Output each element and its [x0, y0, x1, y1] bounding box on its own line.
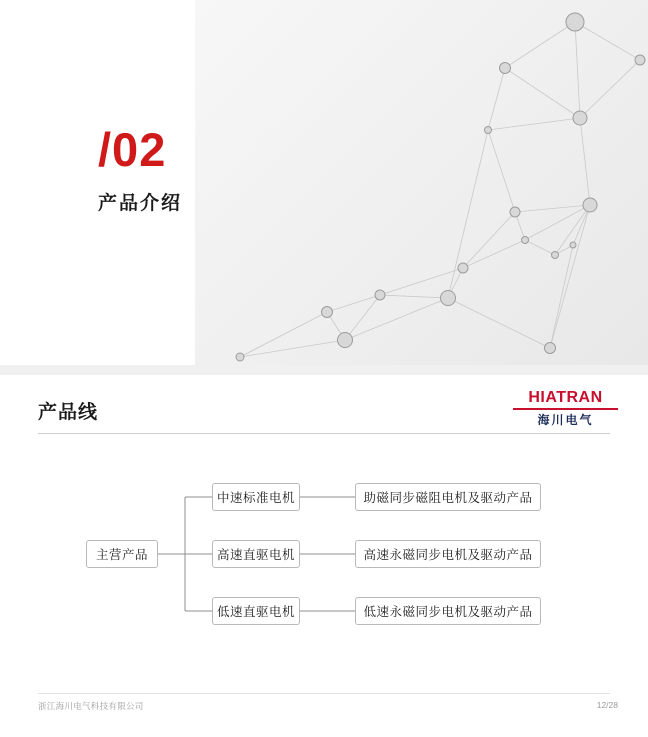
footer-page-number: 12/28: [596, 700, 618, 710]
logo-english-text: HIATRAN: [528, 389, 603, 406]
company-logo: [513, 390, 618, 428]
section-number: /02: [98, 123, 167, 176]
section-title: 产品介绍: [98, 193, 183, 214]
diagram-node-leaf-0: 助磁同步磁阻电机及驱动产品: [355, 483, 541, 511]
product-line-slide: [0, 375, 648, 737]
product-line-diagram: [0, 470, 648, 670]
diagram-connectors: [0, 470, 648, 670]
section-divider-text-panel: [0, 0, 195, 365]
footer-company: 浙江海川电气科技有限公司: [38, 701, 144, 711]
diagram-node-leaf-1: 高速永磁同步电机及驱动产品: [355, 540, 541, 568]
diagram-node-mid-0: 中速标准电机: [212, 483, 300, 511]
slide-title: 产品线: [38, 402, 99, 423]
logo-chinese-text: 海川电气: [537, 412, 594, 427]
diagram-node-leaf-2: 低速永磁同步电机及驱动产品: [355, 597, 541, 625]
diagram-node-mid-2: 低速直驱电机: [212, 597, 300, 625]
diagram-node-mid-1: 高速直驱电机: [212, 540, 300, 568]
logo-bar: [513, 408, 618, 410]
diagram-node-root: 主营产品: [86, 540, 158, 568]
network-graphic-panel: [195, 0, 648, 365]
title-divider: [38, 433, 610, 434]
slide-gap: [0, 365, 648, 375]
section-divider-slide: [0, 0, 648, 365]
footer-divider: [38, 693, 610, 694]
network-graphic: [195, 0, 648, 365]
